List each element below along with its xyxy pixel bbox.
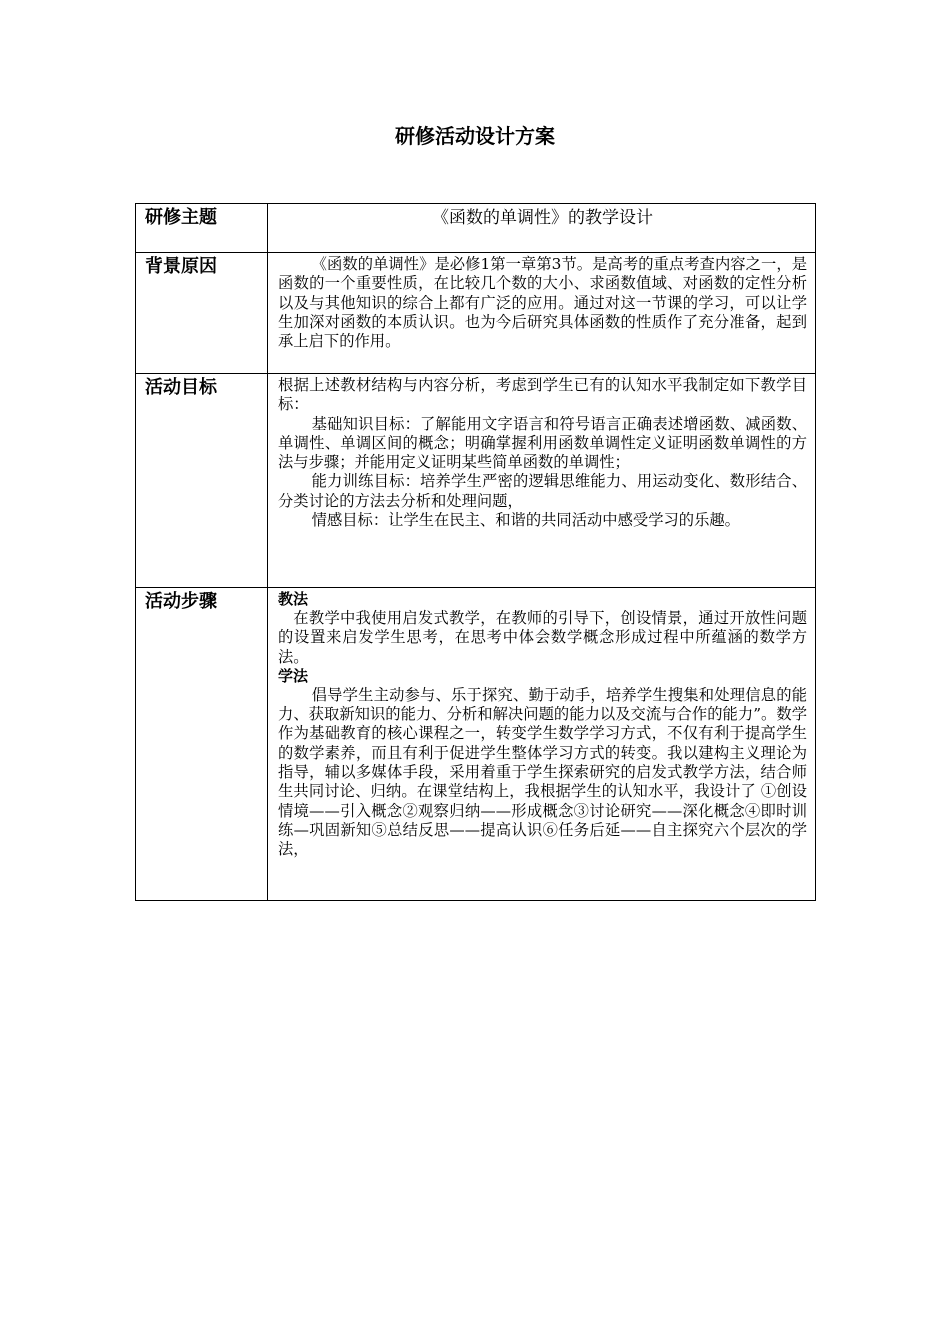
- topic-cell: [268, 204, 816, 253]
- background-cell: [268, 253, 816, 374]
- goals-label: 活动目标: [136, 374, 268, 588]
- document-title: 研修活动设计方案: [395, 124, 555, 148]
- plan-table: [135, 203, 816, 901]
- steps-label: 活动步骤: [136, 588, 268, 901]
- steps-cell: [268, 588, 816, 901]
- table-row-steps: [136, 588, 816, 901]
- table-row-goals: [136, 374, 816, 588]
- table-row-topic: [136, 204, 816, 253]
- table-row-background: [136, 253, 816, 374]
- background-label: 背景原因: [136, 253, 268, 374]
- topic-value: 《函数的单调性》的教学设计: [432, 208, 653, 228]
- goals-ability: 能力训练目标：培养学生严密的逻辑思维能力、用运动变化、数形结合、分类讨论的方法去分析和处理问题，: [278, 472, 807, 510]
- learning-method-heading: 学法: [278, 666, 309, 685]
- learning-method-text: 倡导学生主动参与、乐于探究、勤于动手，培养学生搜集和处理信息的能力、获取新知识的能力、分析和解决问题的能力以及交流与合作的能力”。数学作为基础教育的核心课程之一，转变学生数学学习方式，不仅有利于提高学生的数学素养，而且有利于促进学生整体学习方式的转变。我以建构主义理论为指导，辅以多媒体手段，采用着重于学生探索研究的启发式教学方法，结合师生共同讨论、归纳。在课堂结构上，我根据学生的认知水平，我设计了 ①创设情境——引入概念②观察归纳——形成概念③讨论研究——深化概念④即时训练—巩固新知⑤总结反思——提高认识⑥任务后延——自主探究六个层次的学法，: [278, 685, 807, 859]
- goals-cell: [268, 374, 816, 588]
- goals-emotion: 情感目标：让学生在民主、和谐的共同活动中感受学习的乐趣。: [311, 511, 740, 530]
- goals-knowledge: 基础知识目标：了解能用文字语言和符号语言正确表述增函数、减函数、单调性、单调区间的概念；明确掌握利用函数单调性定义证明函数单调性的方法与步骤；并能用定义证明某些简单函数的单调性；: [278, 414, 807, 472]
- goals-intro: 根据上述教材结构与内容分析，考虑到学生已有的认知水平我制定如下教学目标：: [278, 376, 807, 414]
- background-text: 《函数的单调性》是必修1第一章第3节。是高考的重点考查内容之一，是函数的一个重要性质，在比较几个数的大小、求函数值域、对函数的定性分析以及与其他知识的综合上都有广泛的应用。通过对这一节课的学习，可以让学生加深对函数的本质认识。也为今后研究具体函数的性质作了充分准备，起到承上启下的作用。: [278, 255, 807, 351]
- teaching-method-text: 在教学中我使用启发式教学，在教师的引导下，创设情景，通过开放性问题的设置来启发学生思考，在思考中体会数学概念形成过程中所蕴涵的数学方法。: [278, 609, 807, 666]
- teaching-method-heading: 教法: [278, 590, 309, 608]
- topic-label: 研修主题: [136, 204, 268, 253]
